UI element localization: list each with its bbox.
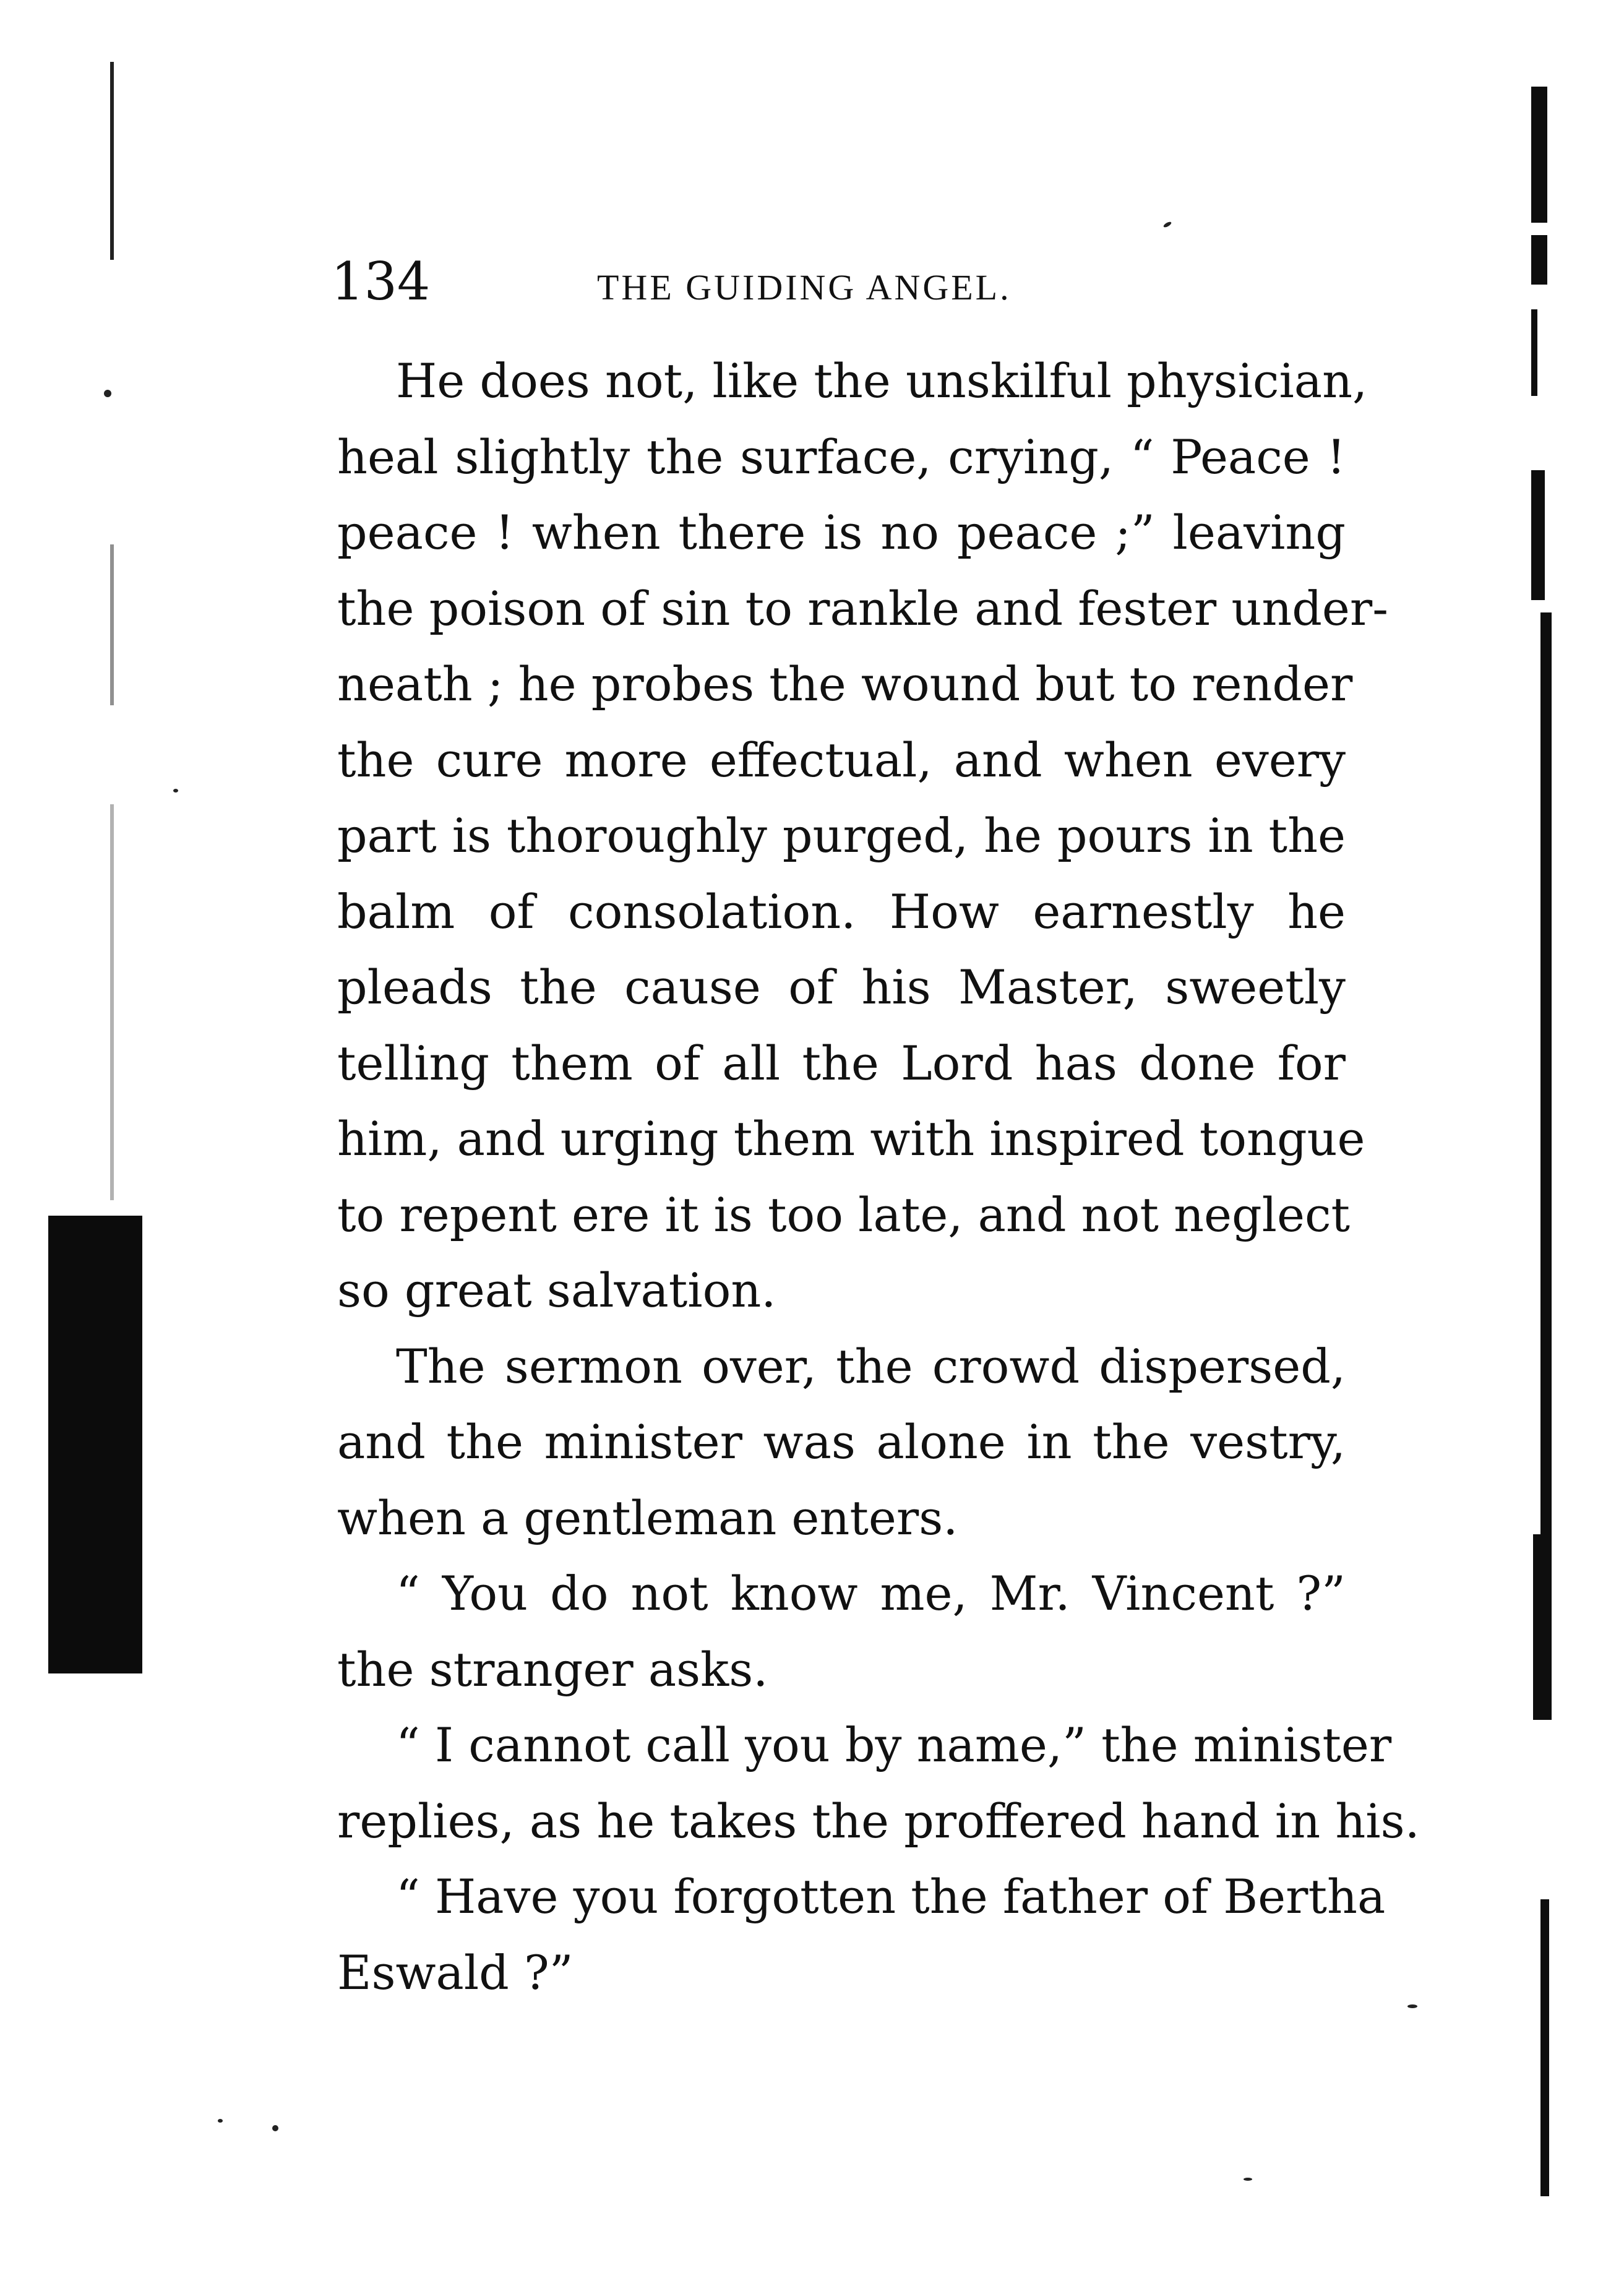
text-line: Eswald ?”: [337, 1944, 574, 2000]
scan-edge-right: [1531, 470, 1545, 600]
text-line: and the minister was alone in the vestry,: [337, 1414, 1346, 1469]
scan-speck: [104, 390, 111, 397]
text-line: balm of consolation. How earnestly he: [337, 883, 1346, 939]
text-line: part is thoroughly purged, he pours in the: [337, 808, 1346, 863]
body-text: [337, 343, 1420, 2011]
text-line: the poison of sin to rankle and fester under-: [337, 580, 1388, 636]
scan-edge-left: [110, 544, 114, 705]
page-number: 134: [331, 251, 431, 312]
text-line: heal slightly the surface, crying, “ Peace !: [337, 429, 1346, 484]
text-line: the cure more effectual, and when every: [337, 732, 1346, 788]
text-line: “ You do not know me, Mr. Vincent ?”: [396, 1566, 1346, 1621]
scan-speck: [1407, 2004, 1417, 2008]
text-line: the stranger asks.: [337, 1641, 768, 1697]
scan-speck: [218, 2119, 223, 2123]
scan-edge-left: [110, 804, 114, 1200]
text-line: He does not, like the unskilful physician,: [396, 353, 1368, 408]
page-header: [331, 247, 1352, 316]
scan-edge-left: [110, 62, 114, 260]
text-line: neath ; he probes the wound but to render: [337, 656, 1353, 711]
scan-speck: [272, 2125, 278, 2131]
scan-edge-right: [1540, 1899, 1549, 2196]
text-line: telling them of all the Lord has done for: [337, 1035, 1346, 1091]
scan-edge-right: [1531, 235, 1547, 285]
text-line: so great salvation.: [337, 1263, 776, 1318]
text-line: replies, as he takes the proffered hand in his.: [337, 1793, 1420, 1849]
scan-shadow-left: [48, 1216, 142, 1673]
scan-edge-right: [1533, 1534, 1552, 1720]
text-line: The sermon over, the crowd dispersed,: [396, 1338, 1346, 1394]
scan-edge-right: [1531, 87, 1547, 223]
text-line: peace ! when there is no peace ;” leaving: [337, 505, 1346, 560]
running-title: THE GUIDING ANGEL.: [597, 267, 1012, 307]
text-line: “ Have you forgotten the father of Bertha: [396, 1869, 1386, 1924]
scan-edge-right: [1540, 612, 1552, 1540]
text-line: when a gentleman enters.: [337, 1490, 958, 1545]
scan-speck: [1244, 2178, 1252, 2181]
scan-edge-right: [1531, 309, 1537, 396]
scan-speck: [173, 789, 178, 793]
text-line: to repent ere it is too late, and not neglect: [337, 1187, 1351, 1242]
text-line: pleads the cause of his Master, sweetly: [337, 960, 1346, 1015]
text-line: “ I cannot call you by name,” the minister: [396, 1717, 1392, 1772]
scan-speck: [1162, 221, 1172, 228]
text-line: him, and urging them with inspired tongue: [337, 1111, 1365, 1166]
